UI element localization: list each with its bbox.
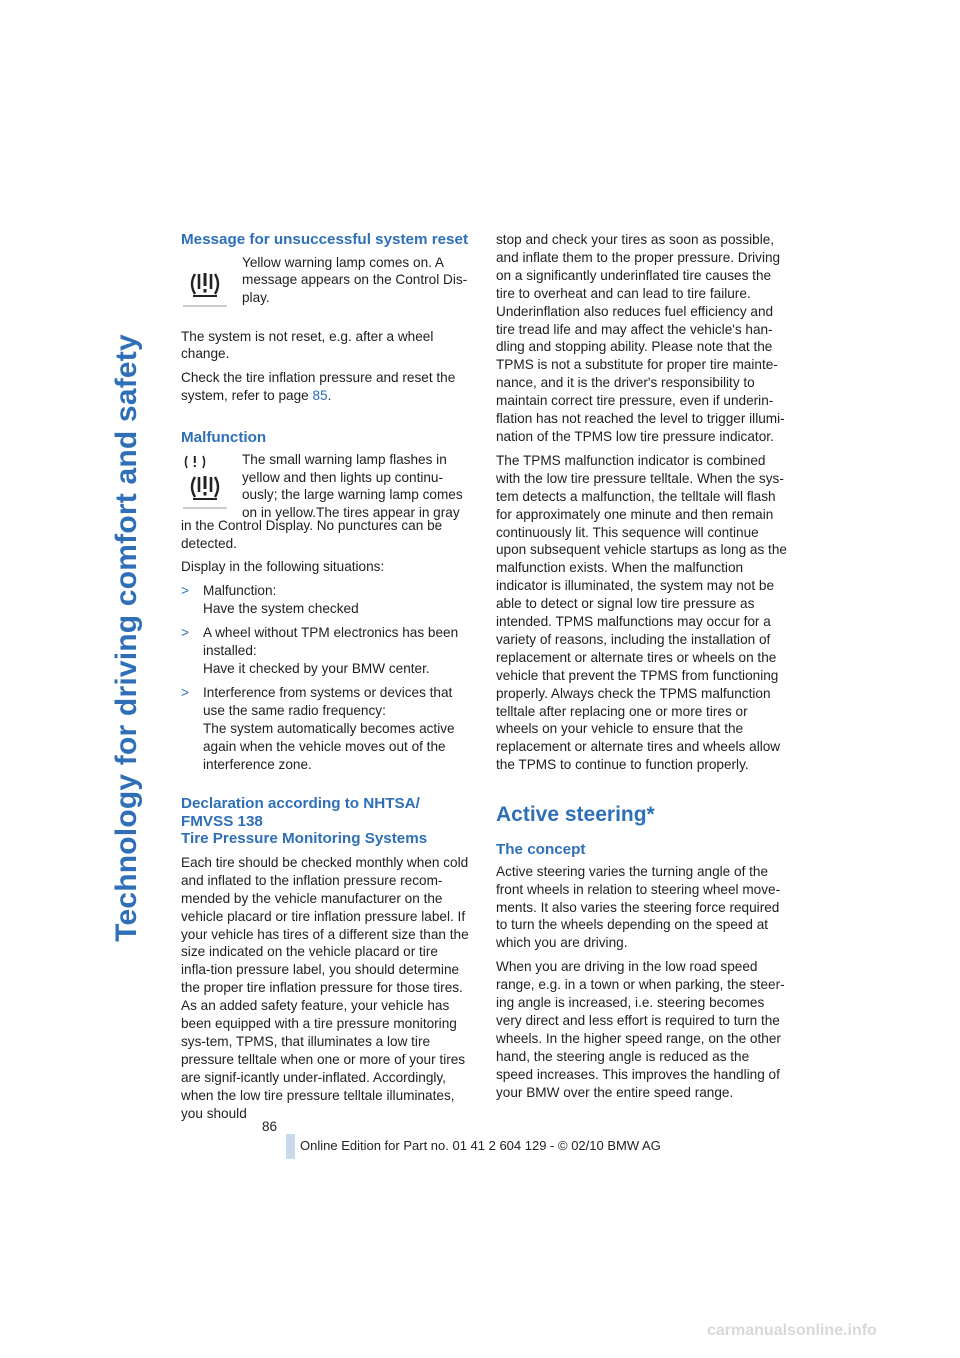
paragraph: The system is not reset, e.g. after a wheel change.: [181, 328, 434, 362]
page-link[interactable]: 85: [312, 388, 328, 404]
tire-pressure-warning-icon: [181, 264, 229, 308]
paragraph: stop and check your tires as soon as possible, and inflate them to the proper pressure. Driving on a significantly underinflated tire causes the tire to overheat and can lead to tire failure. Underinflation also reduces fuel efficiency and tire tread life and may affect the vehicle's han-dling and stopping ability. Please note that the TPMS is not a substitute for proper tire mainte-nance, and it is the driver's responsibility to maintain correct tire pressure, even if underin-flation has not reached the level to trigger illumi-nation of the TPMS low tire pressure indicator.: [496, 232, 785, 444]
section-heading-malfunction: Malfunction: [181, 429, 267, 447]
paragraph: The TPMS malfunction indicator is combined with the low tire pressure telltale. When the sys-tem detects a malfunction, the telltale will flash for approximately one minute and then remain continuously lit. This sequence will continue upon subsequent vehicle startups as long as the malfunction exists. When the malfunction indicator is illuminated, the system may not be able to detect or signal low tire pressure as intended. TPMS malfunctions may occur for a variety of reasons, including the installation of replacement or alternate tires or wheels on the vehicle that prevent the TPMS from functioning properly. Always check the TPMS malfunction telltale after replacing one or more tires or wheels on your vehicle to ensure that the replacement or alternate tires and wheels allow the TPMS to continue to function properly.: [496, 452, 787, 773]
section-heading-unsuccessful-reset: Message for unsuccessful system reset: [181, 231, 469, 248]
warning-lamp-text: Yellow warning lamp comes on. A message appears on the Control Dis-play.: [242, 254, 468, 306]
bullet-mark: >: [181, 684, 189, 700]
small-warning-lamp-icon: [181, 453, 229, 473]
section-heading-concept: The concept: [496, 841, 586, 859]
footer-edition: Online Edition for Part no. 01 41 2 604 129 - © 02/10 BMW AG: [300, 1138, 661, 1153]
paragraph: in the Control Display. No punctures can be detected.: [181, 517, 443, 551]
left-column: [181, 231, 471, 1129]
malfunction-lamp-text: The small warning lamp flashes in yellow and then lights up continu-ously; the large warning lamp comes on in yellow.The tires appear in gray: [242, 451, 463, 521]
section-subheading-tpms: Tire Pressure Monitoring Systems: [181, 830, 428, 848]
watermark: carmanualsonline.info: [707, 1322, 877, 1339]
chapter-sidebar: [94, 228, 160, 1048]
chapter-title: Technology for driving comfort and safety: [110, 334, 144, 942]
large-warning-lamp-icon: [181, 473, 229, 509]
list-item: > Interference from systems or devices that use the same radio frequency: The system automatically becomes active again when the vehicle moves out of the interference zone.: [181, 684, 455, 772]
page-number: 86: [262, 1119, 278, 1134]
paragraph: Check the tire inflation pressure and reset the system, refer to page 85.: [181, 370, 456, 404]
bullet-mark: >: [181, 625, 189, 641]
paragraph: When you are driving in the low road speed range, e.g. in a town or when parking, the steer-ing angle is increased, i.e. steering becomes very direct and less effort is required to turn the wheels. In the higher speed range, on the other hand, the steering angle is reduced as the speed increases. This improves the handling of your BMW over the entire speed range.: [496, 959, 785, 1100]
warning-lamp-block: [181, 254, 471, 324]
bullet-mark: >: [181, 583, 189, 599]
malfunction-lamp-block: [181, 451, 471, 523]
right-column: [496, 231, 789, 1107]
list-item: > A wheel without TPM electronics has been installed: Have it checked by your BMW center.: [181, 625, 459, 676]
footer-accent-bar: [286, 1134, 295, 1159]
section-title-active-steering: Active steering*: [496, 803, 655, 827]
section-heading-declaration: Declaration according to NHTSA/ FMVSS 138: [181, 795, 420, 830]
paragraph: Active steering varies the turning angle of the front wheels in relation to steering wheel move-ments. It also varies the steering force required to turn the wheels depending on the speed at which you are driving.: [496, 863, 781, 951]
list-item: > Malfunction: Have the system checked: [181, 583, 359, 617]
paragraph: Display in the following situations:: [181, 559, 385, 575]
paragraph: Each tire should be checked monthly when cold and inflated to the inflation pressure recom-mended by the vehicle manufacturer on the vehicle placard or tire inflation pressure label. If your vehicle has tires of a different size than the size indicated on the vehicle placard or tire infla-tion pressure label, you should determine the proper tire inflation pressure for those tires. As an added safety feature, your vehicle has been equipped with a tire pressure monitoring sys-tem, TPMS, that illuminates a low tire pressure telltale when one or more of your tires are signif-icantly under-inflated. Accordingly, when the low tire pressure telltale illuminates, you should: [181, 854, 469, 1121]
